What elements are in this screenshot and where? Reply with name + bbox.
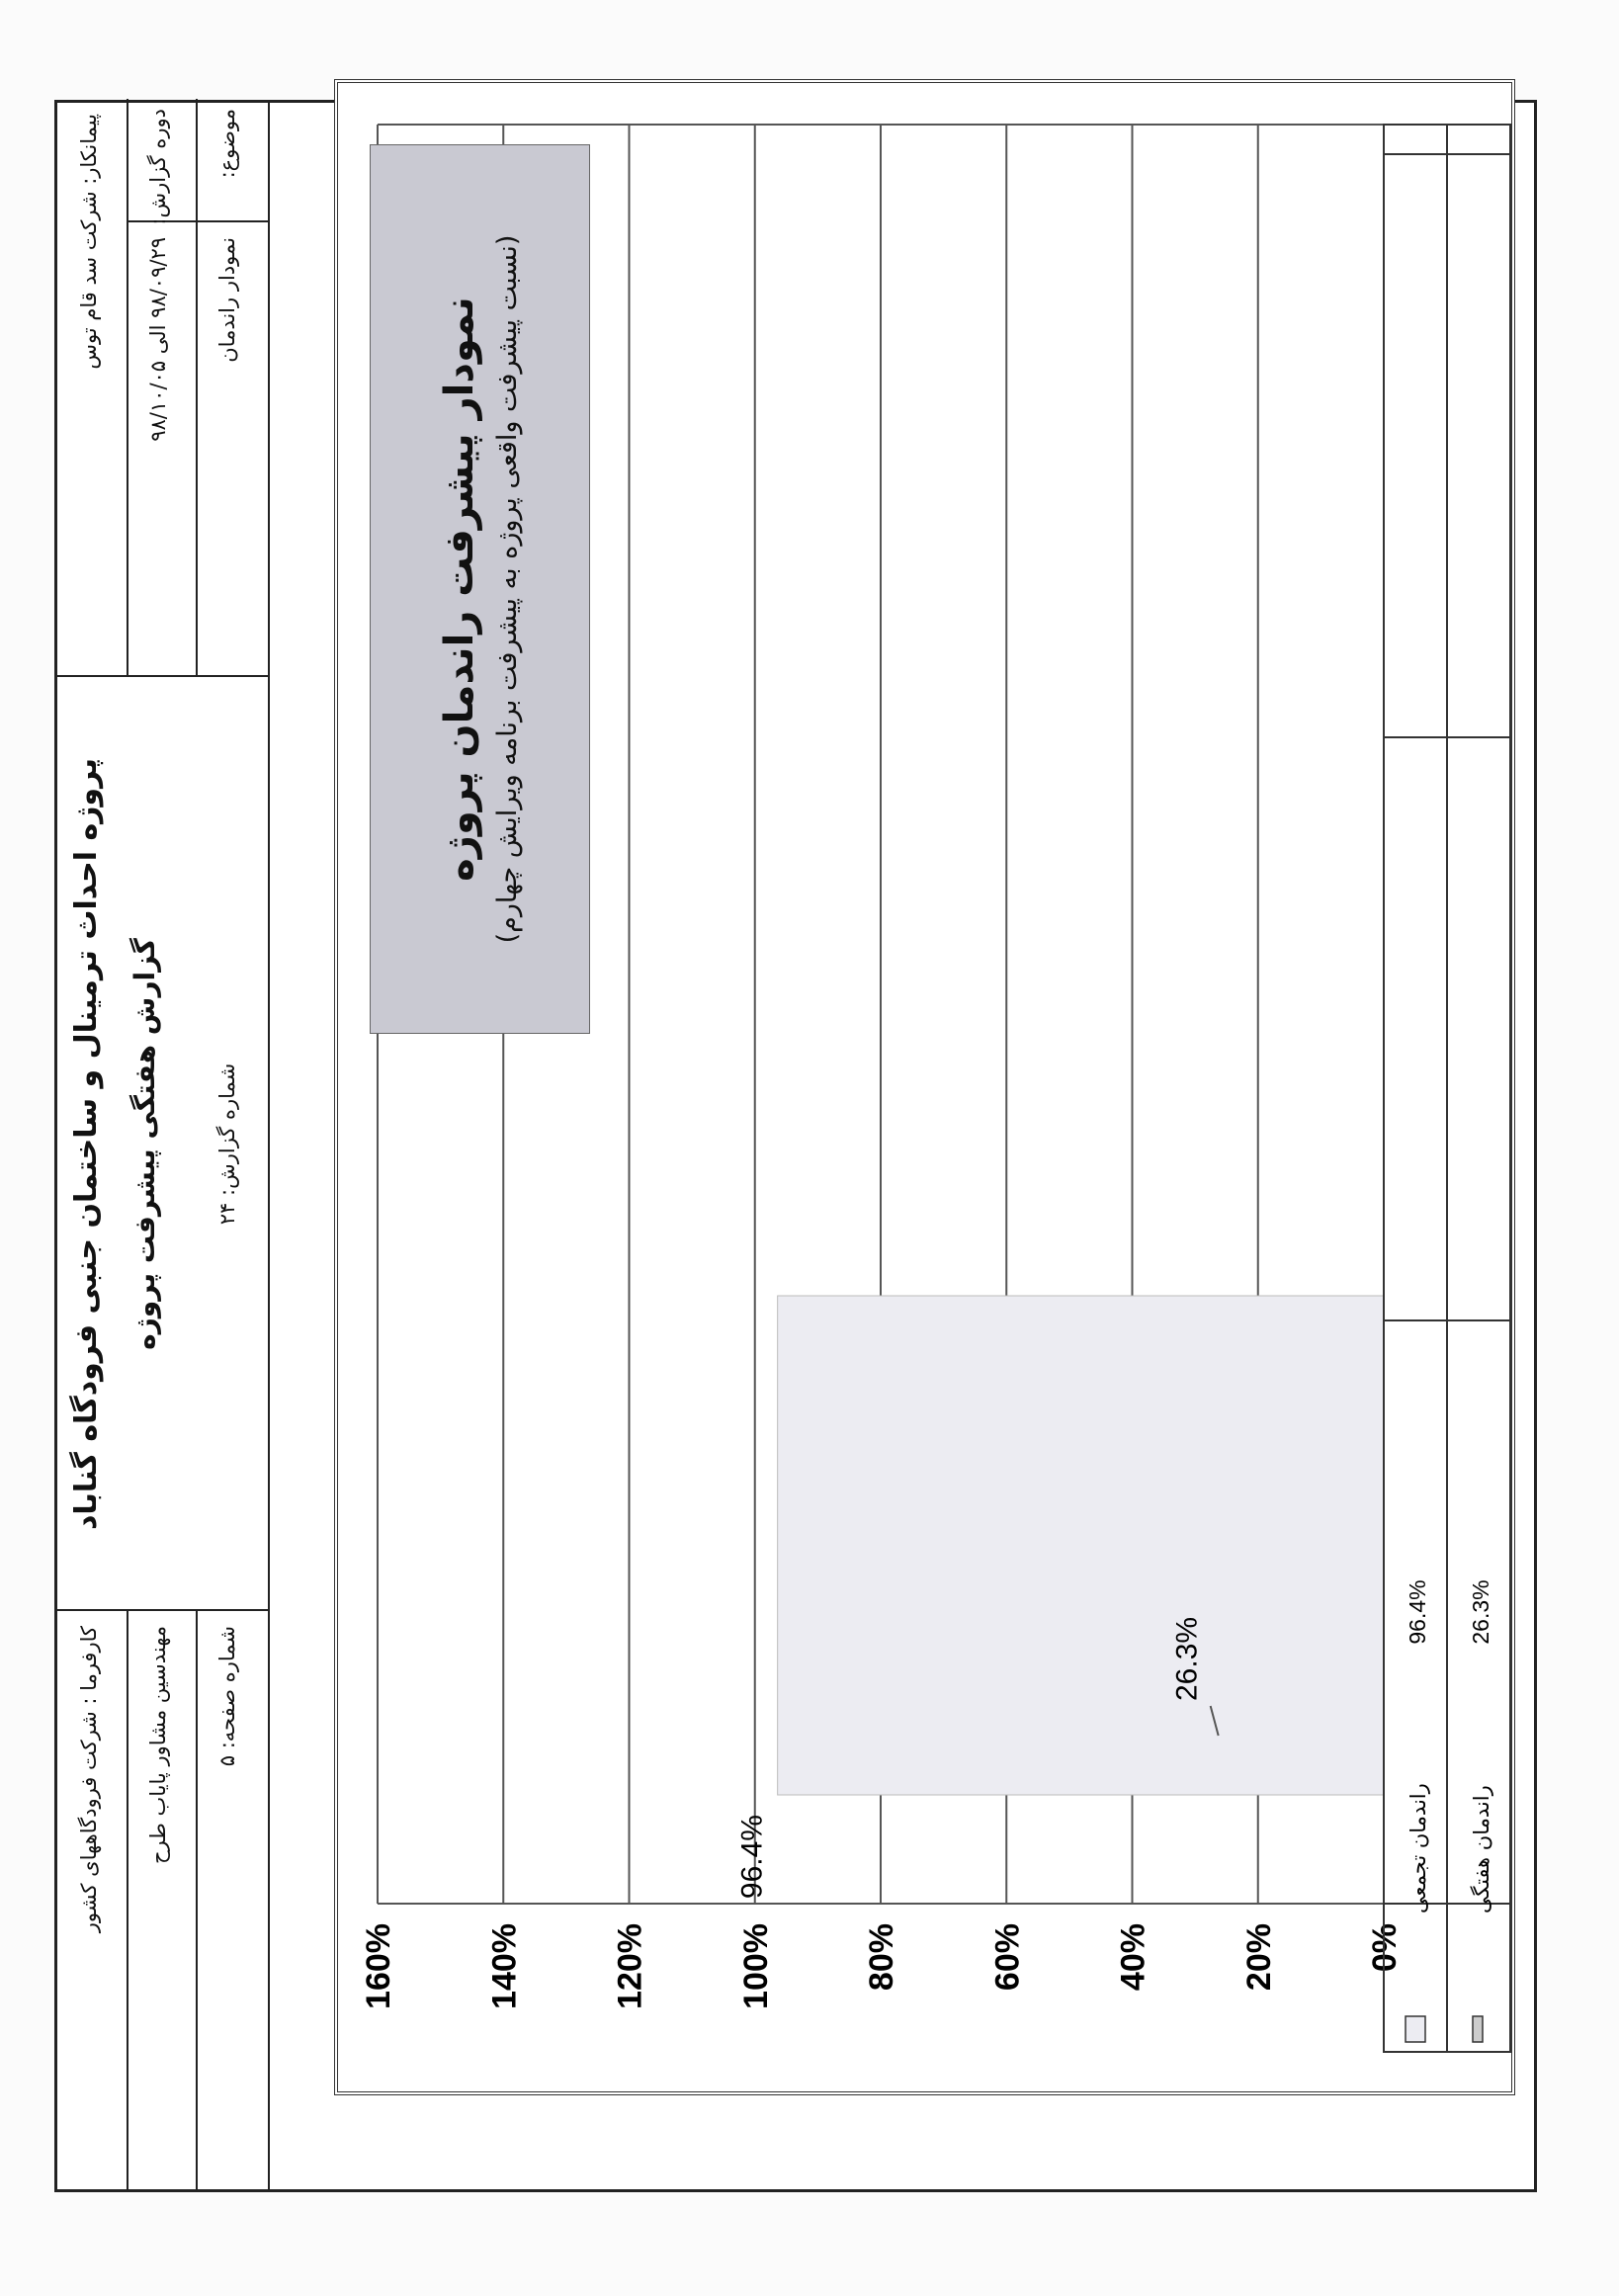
header-divider: [127, 99, 128, 677]
header-divider: [196, 99, 198, 677]
legend-key-cumulative: [1406, 2016, 1425, 2042]
y-tick-label: 160%: [360, 1923, 397, 2009]
y-tick-label: 80%: [863, 1923, 900, 1992]
subject-value: نمودار راندمان: [215, 237, 239, 363]
y-tick-label: 120%: [611, 1923, 649, 2009]
y-tick-label: 0%: [1366, 1923, 1404, 1973]
y-tick-label: 140%: [485, 1923, 524, 2009]
employer: کارفرما : شرکت فرودگاههای کشور: [77, 1626, 101, 1933]
chart-subtitle: (نسبت پیشرفت واقعی پروژه به پیشرفت برنامه ویرایش چهارم): [492, 234, 523, 944]
subject-label: موضوع:: [215, 109, 239, 179]
report-title: گزارش هفتگی پیشرفت پروژه: [128, 938, 161, 1350]
report-period-value: ۹۸/۰۹/۲۹ الی ۹۸/۱۰/۰۵: [146, 237, 170, 442]
header-divider: [127, 1611, 128, 2189]
y-tick-label: 100%: [736, 1923, 775, 2009]
legend-key-weekly: [1473, 2016, 1483, 2042]
chart-title: نمودار پیشرفت راندمان پروژه: [437, 297, 482, 882]
chart-container: [334, 79, 1515, 2095]
contractor: پیمانکار: شرکت سد قام توس: [77, 114, 101, 370]
bar-cumulative: [778, 1296, 1384, 1795]
y-tick-label: 20%: [1239, 1923, 1278, 1992]
table-row-name: راندمان تجمعی: [1406, 1783, 1430, 1913]
project-title: پروژه احداث ترمینال و ساختمان جنبی فرودگاه گناباد: [69, 758, 104, 1530]
data-label-weekly: 26.3%: [1170, 1616, 1204, 1701]
page-number: شماره صفحه: ۵: [215, 1626, 239, 1767]
report-number: شماره گزارش: ۲۴: [215, 1063, 239, 1226]
data-label-cumulative: 96.4%: [735, 1815, 769, 1900]
header-divider: [196, 1611, 198, 2189]
y-tick-label: 60%: [988, 1923, 1027, 1992]
table-row-value: 26.3%: [1468, 1579, 1493, 1645]
consultant: مهندسین مشاور پایاب طرح: [146, 1626, 170, 1865]
report-frame: [54, 100, 1537, 2192]
y-tick-label: 40%: [1114, 1923, 1152, 1992]
table-row-value: 96.4%: [1405, 1579, 1430, 1645]
report-header: [57, 103, 270, 2189]
report-period-label: دوره گزارش:: [146, 109, 170, 225]
table-row-name: راندمان هفتگی: [1470, 1785, 1493, 1913]
chart-title-box: [370, 144, 590, 1034]
